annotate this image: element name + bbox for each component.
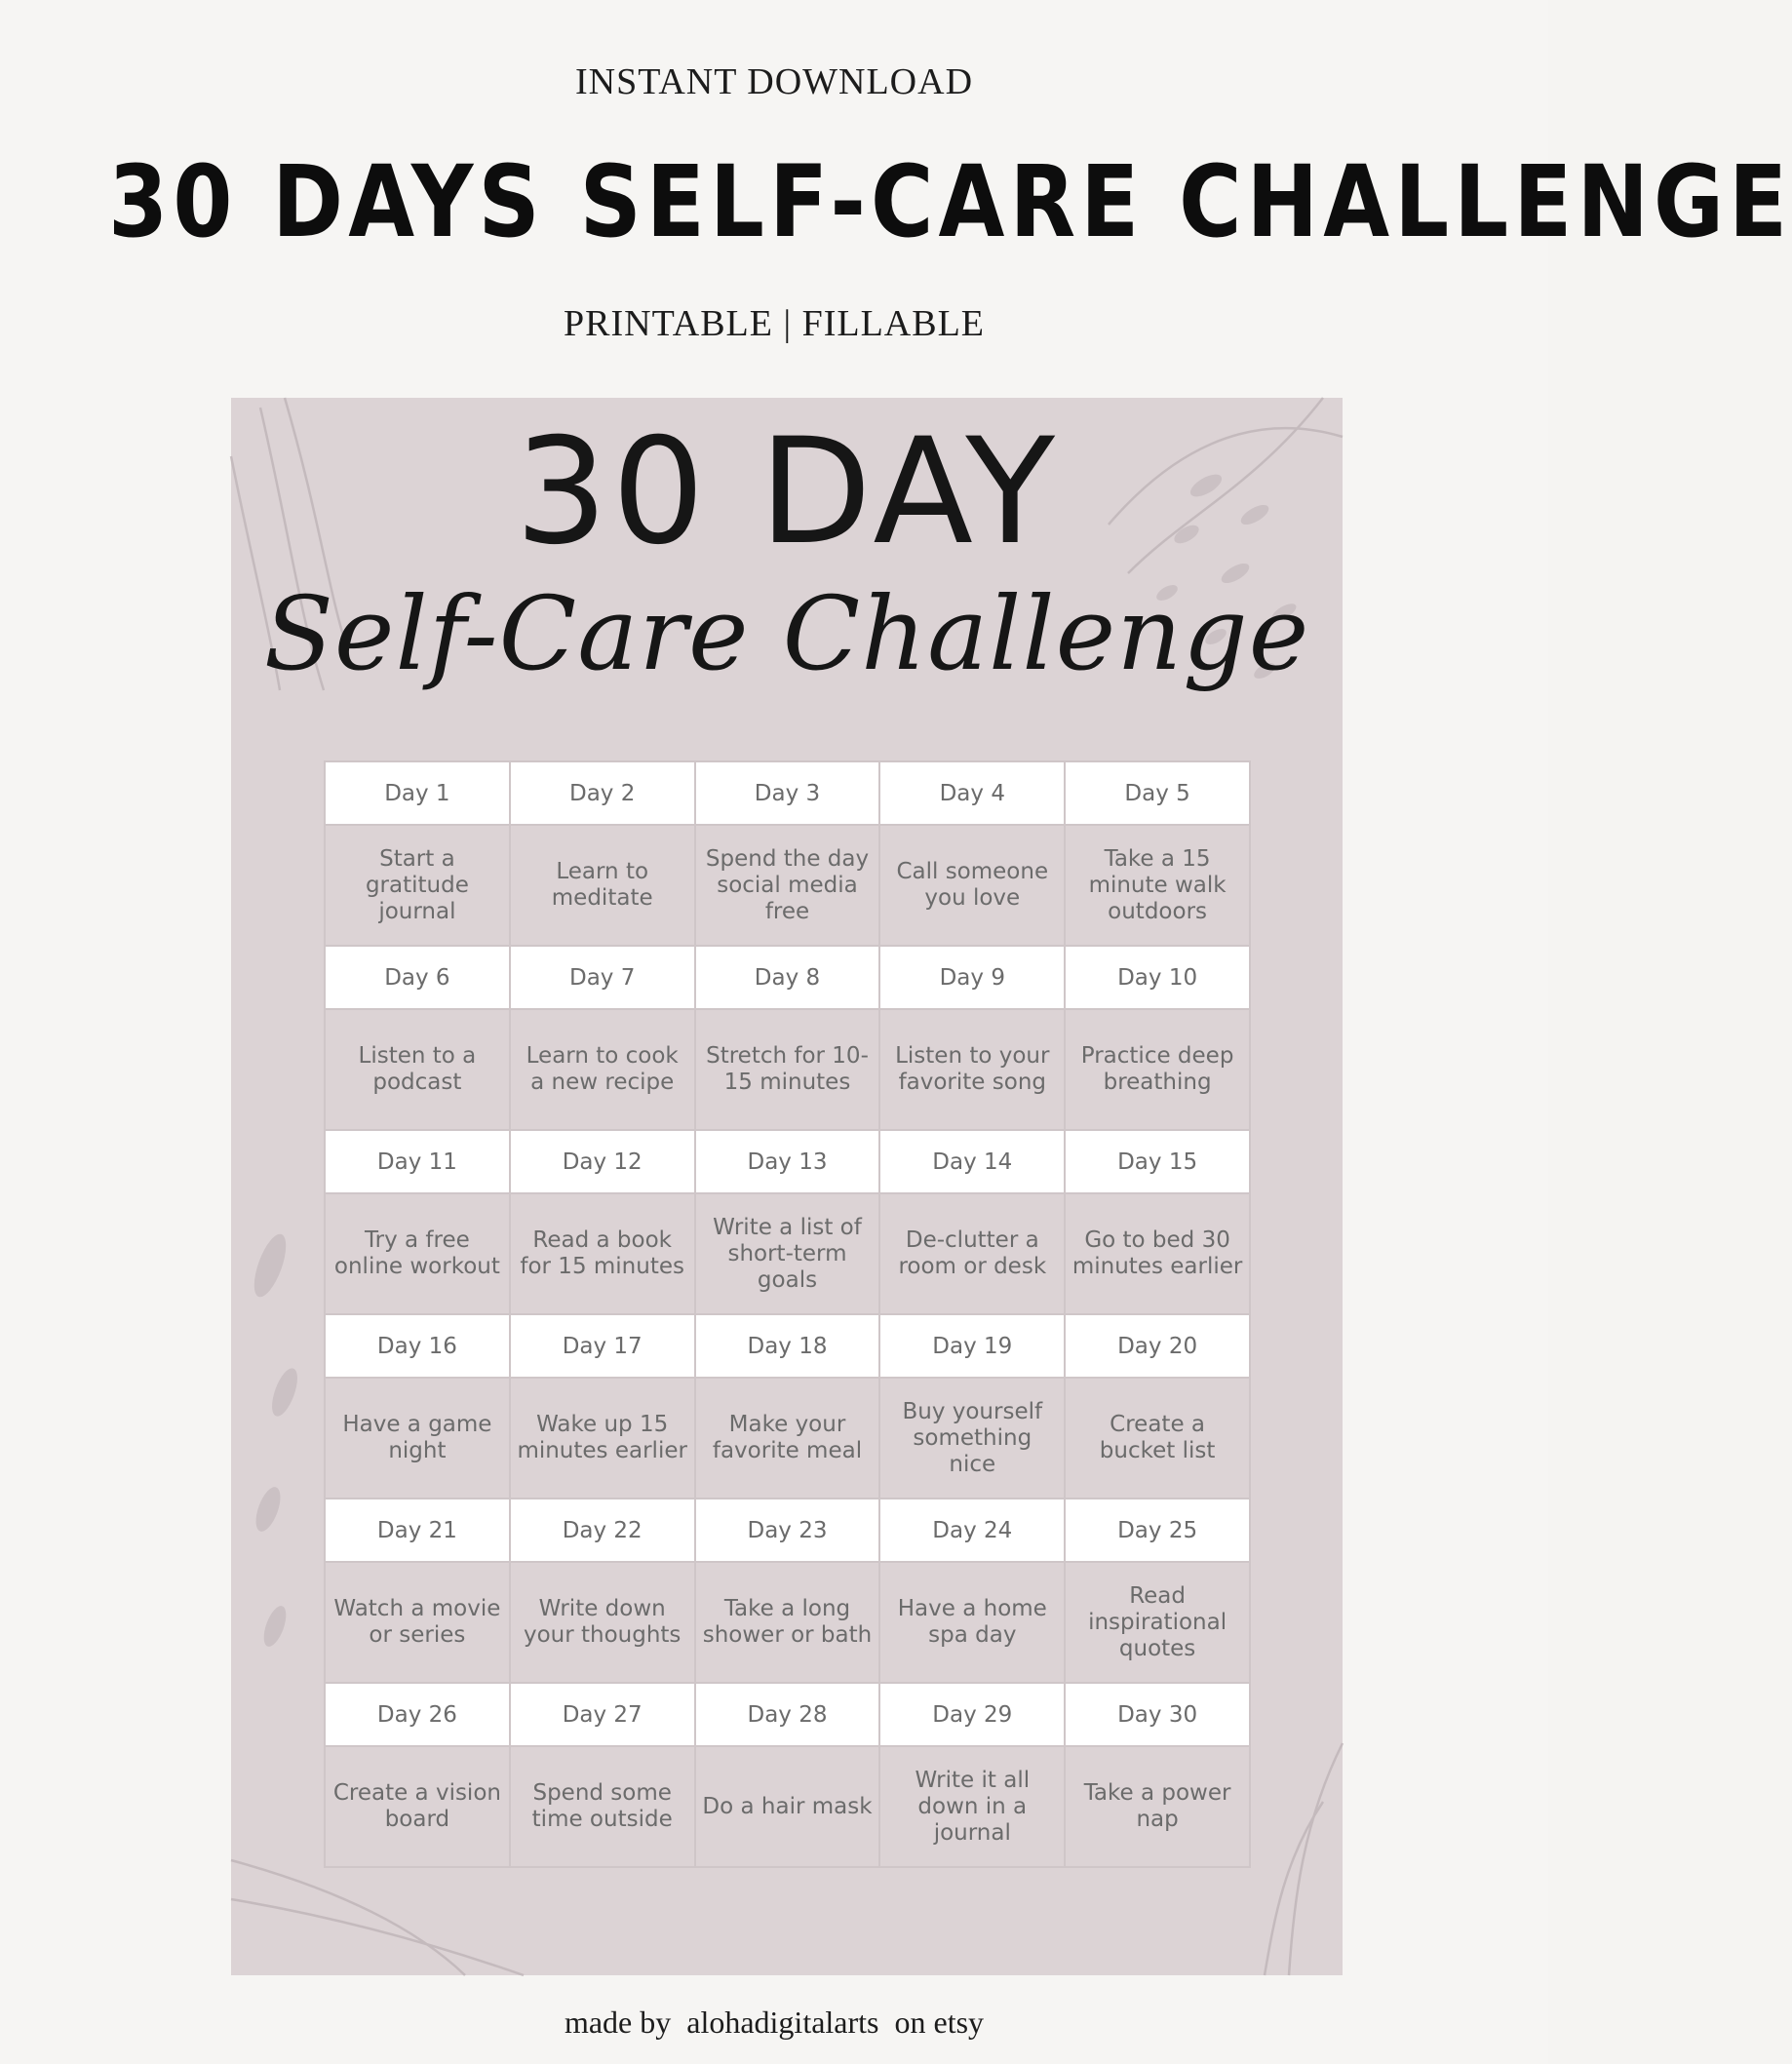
task-cell: Write it all down in a journal (879, 1746, 1065, 1867)
task-cell: Write a list of short-term goals (695, 1193, 880, 1314)
task-cell: Create a bucket list (1065, 1378, 1250, 1499)
day-label: Day 5 (1065, 761, 1250, 825)
task-cell: Learn to cook a new recipe (510, 1009, 695, 1130)
task-cell: Write down your thoughts (510, 1562, 695, 1683)
day-label: Day 12 (510, 1130, 695, 1193)
task-cell: Call someone you love (879, 825, 1065, 946)
day-label-row (325, 1130, 1250, 1193)
day-label: Day 19 (879, 1314, 1065, 1378)
day-label-row (325, 1314, 1250, 1378)
day-label-row (325, 1499, 1250, 1562)
day-label: Day 28 (695, 1683, 880, 1746)
task-cell: Go to bed 30 minutes earlier (1065, 1193, 1250, 1314)
task-cell: De-clutter a room or desk (879, 1193, 1065, 1314)
day-label: Day 18 (695, 1314, 880, 1378)
task-row (325, 1562, 1250, 1683)
task-cell: Stretch for 10-15 minutes (695, 1009, 880, 1130)
task-row (325, 1009, 1250, 1130)
day-label: Day 22 (510, 1499, 695, 1562)
day-label-row (325, 1683, 1250, 1746)
day-label: Day 4 (879, 761, 1065, 825)
day-label: Day 1 (325, 761, 510, 825)
day-label: Day 13 (695, 1130, 880, 1193)
task-row (325, 1378, 1250, 1499)
task-cell: Listen to your favorite song (879, 1009, 1065, 1130)
challenge-printable-preview (231, 398, 1343, 1975)
task-row (325, 825, 1250, 946)
day-label: Day 3 (695, 761, 880, 825)
task-cell: Read a book for 15 minutes (510, 1193, 695, 1314)
task-cell: Spend the day social media free (695, 825, 880, 946)
day-label: Day 16 (325, 1314, 510, 1378)
task-cell: Make your favorite meal (695, 1378, 880, 1499)
task-cell: Take a 15 minute walk outdoors (1065, 825, 1250, 946)
day-label: Day 21 (325, 1499, 510, 1562)
page-title: 30 DAYS SELF-CARE CHALLENGE (108, 144, 1792, 260)
task-cell: Take a long shower or bath (695, 1562, 880, 1683)
day-label: Day 25 (1065, 1499, 1250, 1562)
day-label: Day 23 (695, 1499, 880, 1562)
task-cell: Take a power nap (1065, 1746, 1250, 1867)
day-label: Day 6 (325, 946, 510, 1009)
creator-credit: made by alohadigitalarts on etsy (564, 2005, 985, 2040)
task-cell: Do a hair mask (695, 1746, 880, 1867)
printable-fillable-label: PRINTABLE | FILLABLE (564, 303, 985, 344)
task-cell: Spend some time outside (510, 1746, 695, 1867)
day-label: Day 11 (325, 1130, 510, 1193)
day-label: Day 17 (510, 1314, 695, 1378)
task-cell: Have a game night (325, 1378, 510, 1499)
thirty-day-heading: 30 DAY (514, 408, 1059, 577)
day-label-row (325, 946, 1250, 1009)
day-label: Day 15 (1065, 1130, 1250, 1193)
task-cell: Practice deep breathing (1065, 1009, 1250, 1130)
task-row (325, 1193, 1250, 1314)
task-cell: Read inspirational quotes (1065, 1562, 1250, 1683)
task-cell: Buy yourself something nice (879, 1378, 1065, 1499)
day-label: Day 2 (510, 761, 695, 825)
day-label: Day 20 (1065, 1314, 1250, 1378)
task-cell: Try a free online workout (325, 1193, 510, 1314)
day-label: Day 7 (510, 946, 695, 1009)
day-label: Day 9 (879, 946, 1065, 1009)
day-label: Day 30 (1065, 1683, 1250, 1746)
self-care-challenge-script-title: Self-Care Challenge (263, 574, 1310, 693)
task-cell: Listen to a podcast (325, 1009, 510, 1130)
day-label: Day 14 (879, 1130, 1065, 1193)
challenge-grid (324, 760, 1251, 1868)
day-label: Day 8 (695, 946, 880, 1009)
day-label: Day 24 (879, 1499, 1065, 1562)
task-cell: Learn to meditate (510, 825, 695, 946)
task-cell: Watch a movie or series (325, 1562, 510, 1683)
day-label-row (325, 761, 1250, 825)
task-cell: Have a home spa day (879, 1562, 1065, 1683)
task-cell: Start a gratitude journal (325, 825, 510, 946)
instant-download-label: INSTANT DOWNLOAD (574, 61, 974, 102)
task-cell: Wake up 15 minutes earlier (510, 1378, 695, 1499)
day-label: Day 29 (879, 1683, 1065, 1746)
task-row (325, 1746, 1250, 1867)
day-label: Day 26 (325, 1683, 510, 1746)
task-cell: Create a vision board (325, 1746, 510, 1867)
day-label: Day 10 (1065, 946, 1250, 1009)
day-label: Day 27 (510, 1683, 695, 1746)
